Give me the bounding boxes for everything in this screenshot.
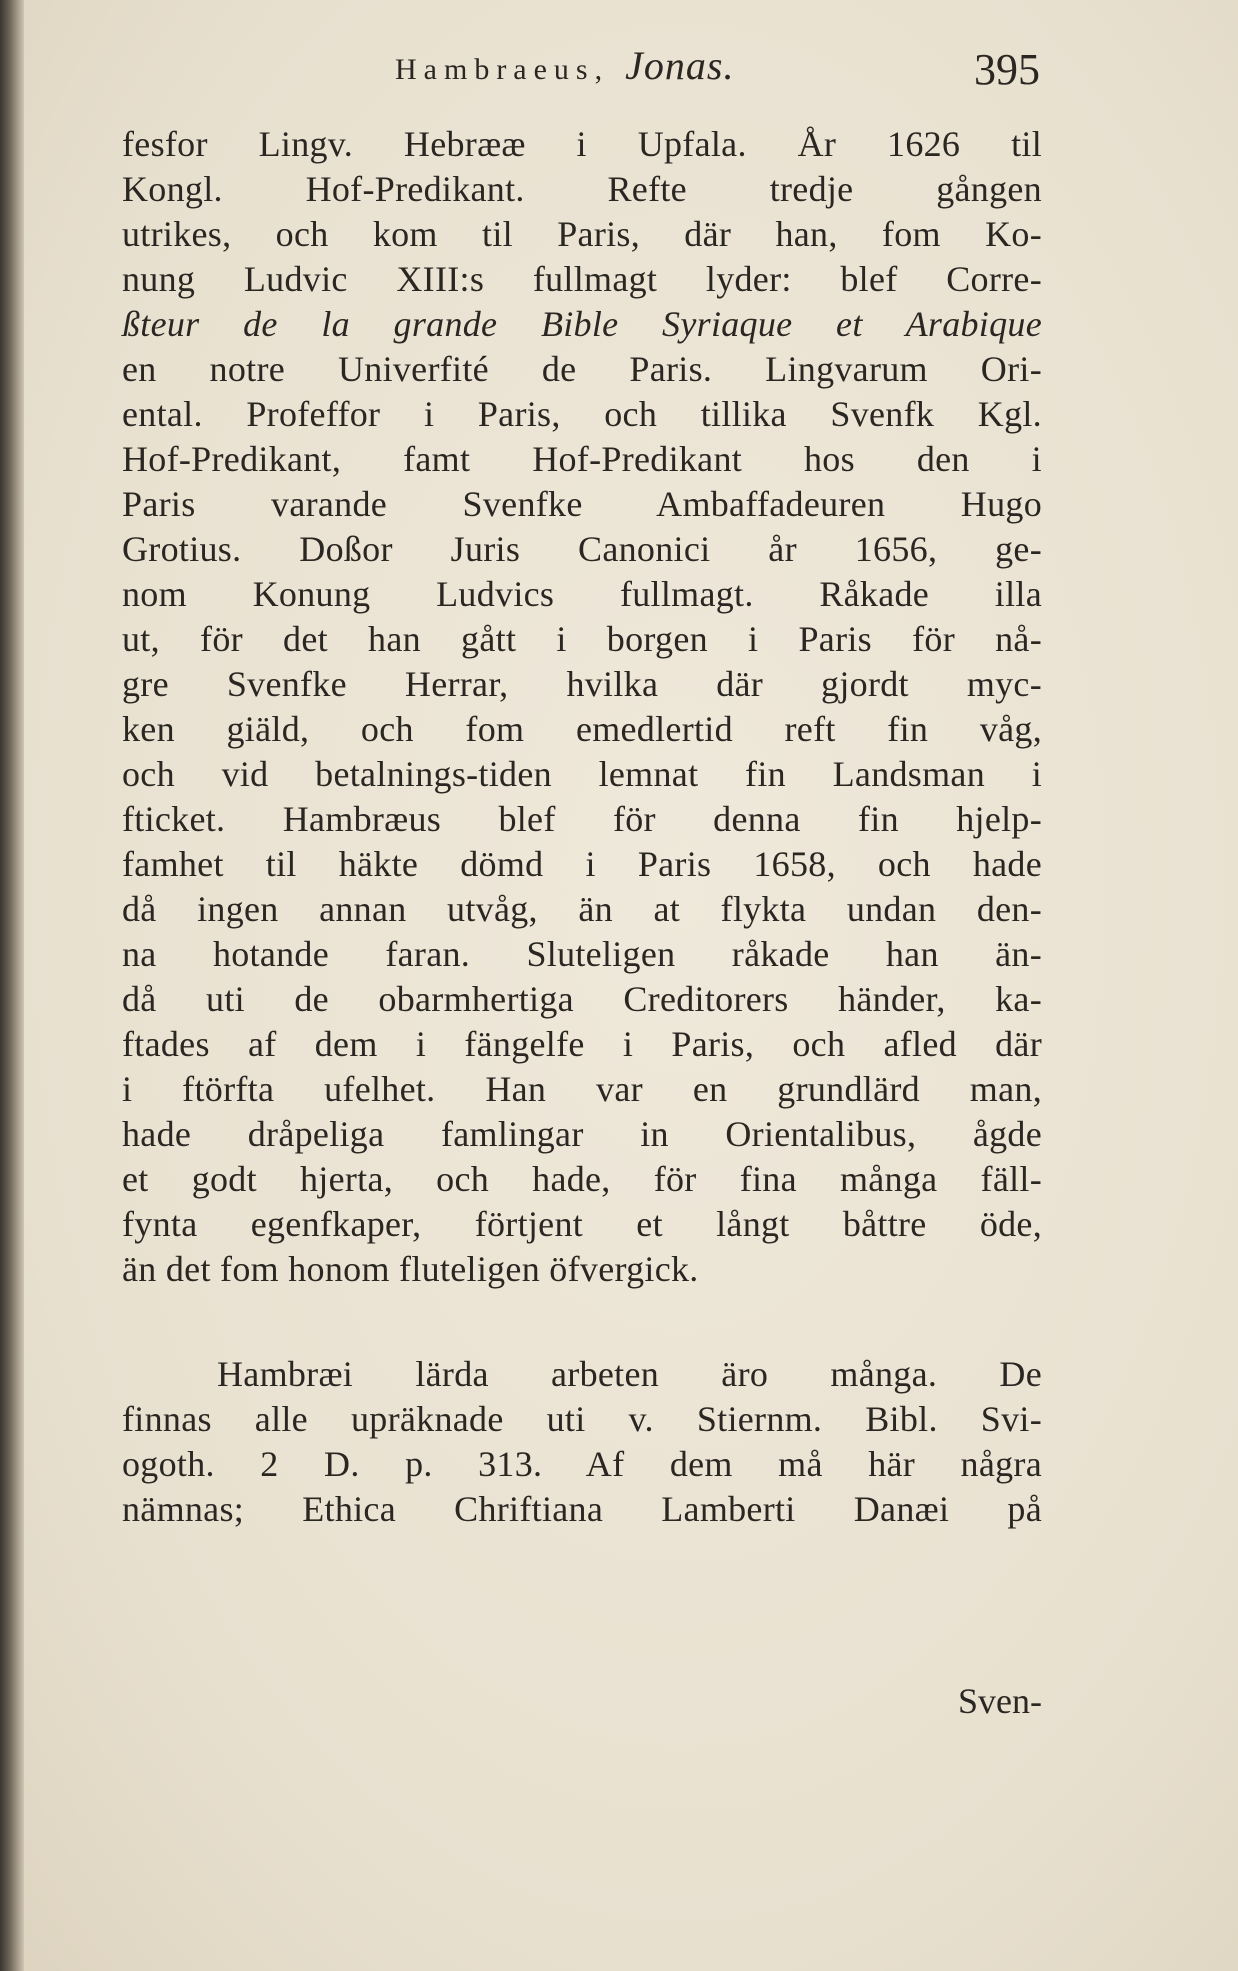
text-line: et godt hjerta, och hade, för fina många fäll- (122, 1159, 1042, 1199)
text-line: fynta egenfkaper, förtjent et långt båttre öde, (122, 1204, 1042, 1244)
text-line: och vid betalnings-tiden lemnat fin Landsman i (122, 754, 1042, 794)
text-line: ut, för det han gått i borgen i Paris för nå- (122, 619, 1042, 659)
paragraph-1 (122, 122, 1042, 1292)
paragraph-2 (122, 1352, 1042, 1532)
text-line: nung Ludvic XIII:s fullmagt lyder: blef Corre- (122, 259, 1042, 299)
page-header (120, 40, 1040, 100)
text-line: nämnas; Ethica Chriftiana Lamberti Danæi på (122, 1489, 1042, 1529)
text-line: ßteur de la grande Bible Syriaque et Arabique (122, 304, 1042, 344)
running-title (395, 42, 734, 89)
text-line: Hof-Predikant, famt Hof-Predikant hos den i (122, 439, 1042, 479)
page-number: 395 (974, 45, 1040, 94)
text-line: ogoth. 2 D. p. 313. Af dem må här några (122, 1444, 1042, 1484)
text-line: hade dråpeliga famlingar in Orientalibus, ågde (122, 1114, 1042, 1154)
text-line: na hotande faran. Sluteligen råkade han än- (122, 934, 1042, 974)
text-line: ken giäld, och fom emedlertid reft fin våg, (122, 709, 1042, 749)
text-line: finnas alle upräknade uti v. Stiernm. Bibl. Svi- (122, 1399, 1042, 1439)
text-line: Hambræi lärda arbeten äro många. De (217, 1354, 1042, 1394)
text-line: nom Konung Ludvics fullmagt. Råkade illa (122, 574, 1042, 614)
body-text (122, 122, 1042, 1532)
page-binding-edge (0, 0, 24, 1971)
running-title-given-name: Jonas. (625, 43, 735, 88)
text-line: gre Svenfke Herrar, hvilka där gjordt myc- (122, 664, 1042, 704)
text-line: Paris varande Svenfke Ambaffadeuren Hugo (122, 484, 1042, 524)
text-line: fticket. Hambræus blef för denna fin hjelp- (122, 799, 1042, 839)
text-line: då uti de obarmhertiga Creditorers händer, ka- (122, 979, 1042, 1019)
text-line: då ingen annan utvåg, än at flykta undan den- (122, 889, 1042, 929)
text-line: fesfor Lingv. Hebrææ i Upfala. År 1626 til (122, 124, 1042, 164)
text-line: ftades af dem i fängelfe i Paris, och afled där (122, 1024, 1042, 1064)
running-title-name: Hambraeus, (395, 53, 610, 86)
text-line: utrikes, och kom til Paris, där han, fom Ko- (122, 214, 1042, 254)
text-line: ental. Profeffor i Paris, och tillika Svenfk Kgl. (122, 394, 1042, 434)
text-line: famhet til häkte dömd i Paris 1658, och hade (122, 844, 1042, 884)
text-line: än det fom honom fluteligen öfvergick. (122, 1249, 699, 1289)
text-line: i ftörfta ufelhet. Han var en grundlärd man, (122, 1069, 1042, 1109)
text-line: Kongl. Hof-Predikant. Refte tredje gången (122, 169, 1042, 209)
text-line: en notre Univerfité de Paris. Lingvarum Ori- (122, 349, 1042, 389)
catchword: Sven- (958, 1681, 1042, 1721)
text-line: Grotius. Doßor Juris Canonici år 1656, ge- (122, 529, 1042, 569)
